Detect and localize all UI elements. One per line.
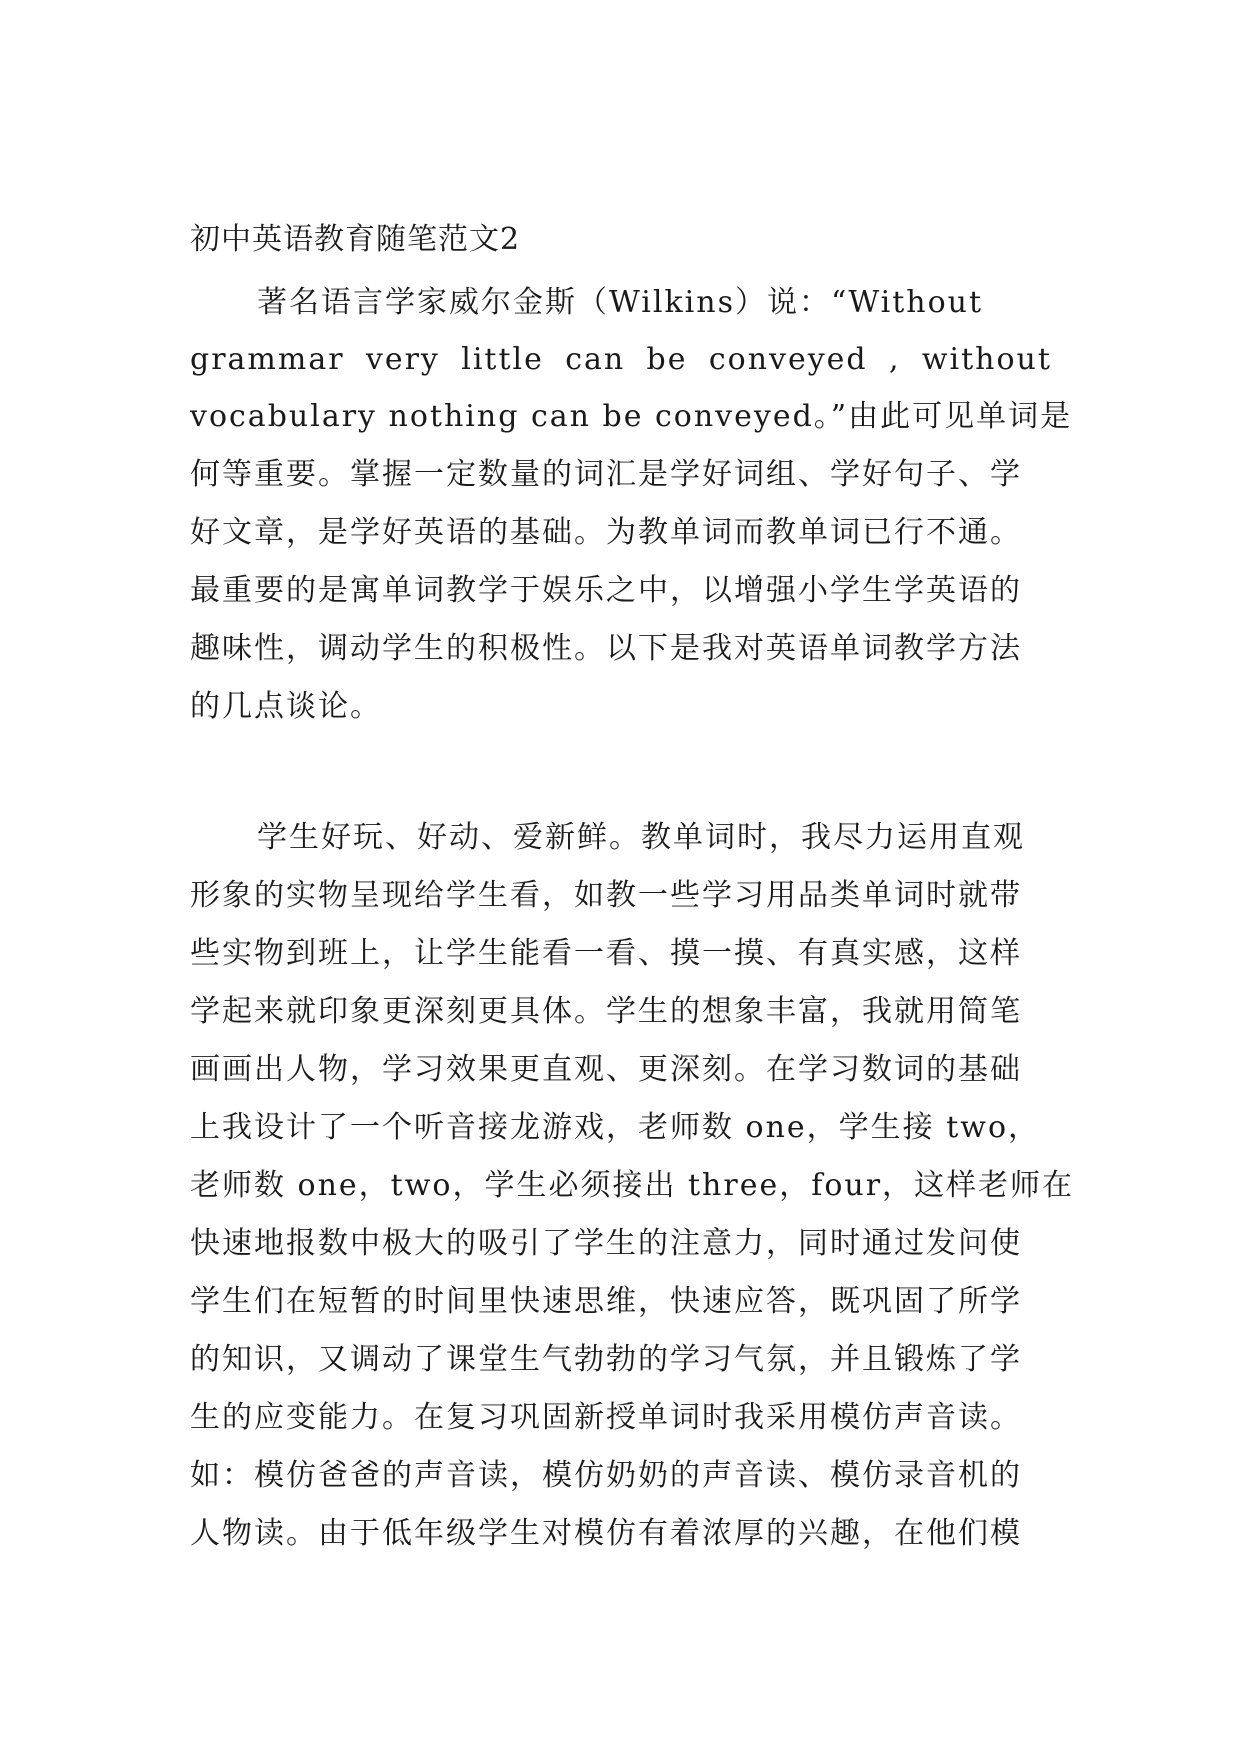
- paragraph-2-line-3: 些实物到班上，让学生能看一看、摸一摸、有真实感，这样: [190, 936, 1022, 971]
- paragraph-2-line-2: 形象的实物呈现给学生看，如教一些学习用品类单词时就带: [190, 878, 1022, 913]
- paragraph-1-line-8: 的几点谈论。: [190, 689, 382, 724]
- paragraph-2-line-1: 学生好玩、好动、爱新鲜。教单词时，我尽力运用直观: [257, 820, 1025, 855]
- paragraph-1-line-3: vocabulary nothing can be conveyed。”由此可见单词是: [190, 399, 1073, 434]
- paragraph-2-line-13: 人物读。由于低年级学生对模仿有着浓厚的兴趣，在他们模: [190, 1516, 1022, 1551]
- word: little: [461, 342, 544, 377]
- paragraph-1-line-2: [190, 340, 1052, 380]
- paragraph-2-line-9: 学生们在短暂的时间里快速思维，快速应答，既巩固了所学: [190, 1284, 1022, 1319]
- paragraph-1-line-5: 好文章，是学好英语的基础。为教单词而教单词已行不通。: [190, 515, 1022, 550]
- paragraph-1-line-4: 何等重要。掌握一定数量的词汇是学好词组、学好句子、学: [190, 457, 1022, 492]
- paragraph-2-line-5: 画画出人物，学习效果更直观、更深刻。在学习数词的基础: [190, 1052, 1022, 1087]
- word: ,: [888, 342, 901, 377]
- word: conveyed: [708, 342, 868, 377]
- paragraph-2-line-6: 上我设计了一个听音接龙游戏，老师数 one，学生接 two，: [190, 1110, 1041, 1145]
- word: be: [646, 342, 688, 377]
- paragraph-2-line-8: 快速地报数中极大的吸引了学生的注意力，同时通过发问使: [190, 1226, 1022, 1261]
- word: very: [365, 342, 440, 377]
- paragraph-2-line-7: 老师数 one，two，学生必须接出 three，four，这样老师在: [190, 1168, 1075, 1203]
- paragraph-2-line-11: 生的应变能力。在复习巩固新授单词时我采用模仿声音读。: [190, 1400, 1022, 1435]
- paragraph-1-line-1: 著名语言学家威尔金斯（Wilkins）说：“Without: [257, 285, 984, 320]
- paragraph-2-line-4: 学起来就印象更深刻更具体。学生的想象丰富，我就用简笔: [190, 994, 1022, 1029]
- word: without: [921, 342, 1052, 377]
- paragraph-2-line-12: 如：模仿爸爸的声音读，模仿奶奶的声音读、模仿录音机的: [190, 1458, 1022, 1493]
- paragraph-2-line-10: 的知识，又调动了课堂生气勃勃的学习气氛，并且锻炼了学: [190, 1342, 1022, 1377]
- paragraph-1-line-7: 趣味性，调动学生的积极性。以下是我对英语单词教学方法: [190, 631, 1022, 666]
- word: grammar: [190, 342, 345, 377]
- document-title: 初中英语教育随笔范文2: [190, 222, 521, 257]
- paragraph-1-line-6: 最重要的是寓单词教学于娱乐之中，以增强小学生学英语的: [190, 573, 1022, 608]
- word: can: [565, 342, 626, 377]
